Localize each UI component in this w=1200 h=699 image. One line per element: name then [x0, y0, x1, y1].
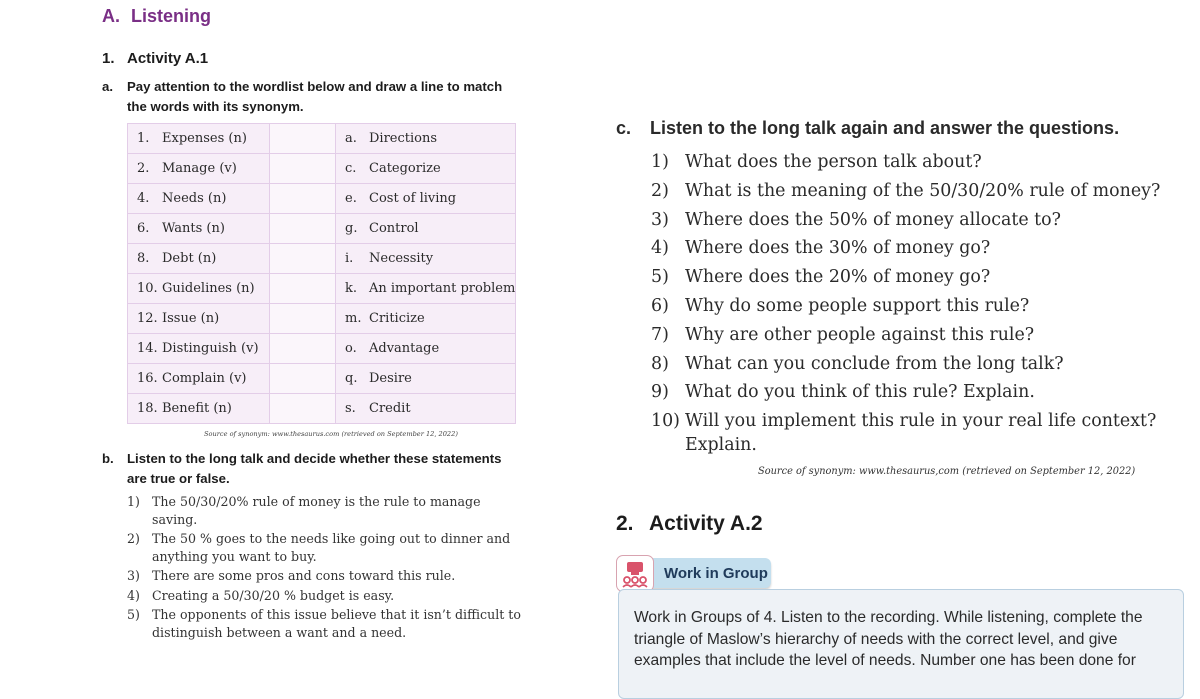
question-number: 8)	[651, 353, 669, 374]
activity-1-heading	[102, 50, 208, 67]
statement-item	[127, 530, 522, 565]
synonym-text: Directions	[369, 131, 438, 146]
word-text: Distinguish (v)	[162, 341, 259, 356]
group-people-icon	[616, 555, 654, 592]
word-text: Complain (v)	[162, 371, 247, 386]
question-text: Where does the 20% of money go?	[685, 267, 991, 288]
word-cell	[128, 304, 270, 334]
word-text: Guidelines (n)	[162, 281, 255, 296]
statement-item	[127, 567, 522, 585]
question-list	[651, 150, 1171, 462]
synonym-text: Credit	[369, 401, 411, 416]
question-number: 1)	[651, 152, 669, 172]
match-gap-cell[interactable]	[270, 154, 336, 184]
part-c-heading	[616, 118, 1119, 139]
part-a-letter: a.	[102, 79, 113, 94]
section-letter: A.	[102, 6, 120, 26]
activity-2-heading	[616, 512, 763, 536]
wordlist-row	[128, 394, 516, 424]
word-cell	[128, 124, 270, 154]
question-number: 6)	[651, 295, 669, 316]
activity-1-title: Activity A.1	[127, 50, 209, 67]
statement-number: 5)	[127, 607, 140, 622]
word-number: 16.	[137, 371, 158, 386]
wordlist-row	[128, 364, 516, 394]
synonym-text: Desire	[369, 371, 412, 386]
question-text: Why are other people against this rule?	[685, 324, 1035, 345]
section-heading	[102, 6, 211, 27]
activity-2-title: Activity A.2	[649, 512, 763, 535]
wordlist-row	[128, 214, 516, 244]
badge-label: Work in Group	[664, 565, 768, 582]
match-gap-cell[interactable]	[270, 244, 336, 274]
synonym-letter: g.	[345, 221, 358, 236]
question-number: 10)	[651, 411, 680, 432]
part-c-letter: c.	[616, 118, 632, 138]
statement-item	[127, 493, 522, 528]
question-text: What does the person talk about?	[685, 152, 982, 172]
synonym-cell	[336, 274, 516, 304]
wordlist-row	[128, 274, 516, 304]
question-item	[651, 409, 1171, 457]
synonym-text: Categorize	[369, 161, 441, 176]
question-number: 7)	[651, 324, 669, 345]
word-number: 2.	[137, 161, 150, 176]
word-cell	[128, 244, 270, 274]
word-text: Wants (n)	[162, 221, 225, 236]
statement-text: The opponents of this issue believe that it isn’t difficult to distinguish between a want and a need.	[152, 607, 521, 640]
wordlist-source: Source of synonym: www.thesaurus.com (retrieved on September 12, 2022)	[204, 430, 458, 438]
word-number: 8.	[137, 251, 150, 266]
synonym-cell	[336, 214, 516, 244]
question-item	[651, 150, 1171, 174]
activity-1-number: 1.	[102, 50, 115, 67]
word-text: Benefit (n)	[162, 401, 232, 416]
question-number: 9)	[651, 382, 669, 403]
synonym-text: Advantage	[369, 341, 440, 356]
question-number: 3)	[651, 209, 669, 230]
synonym-cell	[336, 394, 516, 424]
wordlist-row	[128, 154, 516, 184]
synonym-cell	[336, 154, 516, 184]
statement-number: 3)	[127, 568, 140, 583]
match-gap-cell[interactable]	[270, 364, 336, 394]
statement-number: 2)	[127, 531, 140, 546]
activity-2-number: 2.	[616, 512, 634, 535]
word-number: 6.	[137, 221, 150, 236]
synonym-cell	[336, 334, 516, 364]
question-text: What do you think of this rule? Explain.	[685, 382, 1035, 403]
statement-item	[127, 606, 522, 641]
word-text: Expenses (n)	[162, 131, 247, 146]
synonym-letter: q.	[345, 371, 358, 386]
question-item	[651, 380, 1171, 404]
synonym-cell	[336, 184, 516, 214]
synonym-letter: o.	[345, 341, 357, 356]
word-text: Manage (v)	[162, 161, 237, 176]
question-item	[651, 208, 1171, 232]
question-text: Why do some people support this rule?	[685, 295, 1030, 316]
wordlist-row	[128, 304, 516, 334]
synonym-text: Cost of living	[369, 191, 457, 206]
word-number: 10.	[137, 281, 158, 296]
statement-text: Creating a 50/30/20 % budget is easy.	[152, 587, 395, 603]
match-gap-cell[interactable]	[270, 124, 336, 154]
synonym-letter: a.	[345, 131, 357, 146]
statement-text: There are some pros and cons toward this rule.	[152, 568, 456, 583]
questions-source: Source of synonym: www.thesaurus,com (retrieved on September 12, 2022)	[758, 466, 1136, 477]
question-number: 4)	[651, 238, 669, 259]
word-text: Debt (n)	[162, 251, 217, 266]
question-text: Will you implement this rule in your real life context? Explain.	[685, 411, 1157, 456]
question-item	[651, 179, 1171, 203]
question-number: 2)	[651, 180, 669, 201]
synonym-cell	[336, 364, 516, 394]
question-number: 5)	[651, 267, 669, 288]
statement-number: 1)	[127, 494, 140, 509]
group-instruction-text: Work in Groups of 4. Listen to the recording. While listening, complete the triangle of Maslow’s hierarchy of needs with the correct level, and give examples that include the level of needs. Number one has been done for	[634, 609, 1143, 669]
synonym-letter: m.	[345, 311, 362, 326]
synonym-text: An important problem	[369, 281, 516, 296]
synonym-text: Control	[369, 221, 419, 236]
synonym-text: Necessity	[369, 251, 434, 266]
synonym-cell	[336, 124, 516, 154]
word-cell	[128, 184, 270, 214]
section-title: Listening	[131, 6, 212, 26]
question-text: What can you conclude from the long talk?	[685, 353, 1064, 374]
match-gap-cell[interactable]	[270, 304, 336, 334]
wordlist-row	[128, 244, 516, 274]
word-number: 4.	[137, 191, 150, 206]
question-item	[651, 294, 1171, 318]
statement-item	[127, 587, 522, 605]
word-cell	[128, 364, 270, 394]
word-cell	[128, 214, 270, 244]
statement-text: The 50/30/20% rule of money is the rule to manage saving.	[152, 494, 481, 527]
question-text: Where does the 30% of money go?	[685, 238, 991, 259]
part-b-letter: b.	[102, 451, 114, 466]
statement-list	[127, 493, 522, 643]
part-b-instruction: Listen to the long talk and decide whether these statements are true or false.	[127, 451, 502, 486]
question-text: What is the meaning of the 50/30/20% rule of money?	[685, 180, 1161, 201]
word-number: 14.	[137, 341, 158, 356]
question-text: Where does the 50% of money allocate to?	[685, 209, 1061, 230]
word-cell	[128, 154, 270, 184]
word-cell	[128, 334, 270, 364]
word-number: 12.	[137, 311, 158, 326]
word-number: 18.	[137, 401, 158, 416]
question-item	[651, 352, 1171, 376]
wordlist-row	[128, 184, 516, 214]
part-a-instruction: Pay attention to the wordlist below and draw a line to match the words with its synonym.	[127, 79, 503, 114]
wordlist-row	[128, 334, 516, 364]
match-gap-cell[interactable]	[270, 334, 336, 364]
match-gap-cell[interactable]	[270, 184, 336, 214]
synonym-letter: i.	[345, 251, 354, 266]
statement-text: The 50 % goes to the needs like going out to dinner and anything you want to buy.	[152, 531, 511, 564]
group-instruction-box	[618, 589, 1184, 699]
synonym-letter: s.	[345, 401, 356, 416]
synonym-cell	[336, 244, 516, 274]
work-in-group-badge	[616, 555, 771, 592]
synonym-text: Criticize	[369, 311, 425, 326]
wordlist-table	[127, 123, 516, 424]
part-a-instruction-block	[102, 77, 507, 117]
word-cell	[128, 394, 270, 424]
synonym-cell	[336, 304, 516, 334]
part-c-instruction: Listen to the long talk again and answer the questions.	[650, 118, 1120, 138]
synonym-letter: k.	[345, 281, 358, 296]
wordlist-row	[128, 124, 516, 154]
question-item	[651, 323, 1171, 347]
question-item	[651, 265, 1171, 289]
word-text: Issue (n)	[162, 311, 220, 326]
question-item	[651, 236, 1171, 260]
match-gap-cell[interactable]	[270, 274, 336, 304]
match-gap-cell[interactable]	[270, 214, 336, 244]
word-text: Needs (n)	[162, 191, 227, 206]
word-number: 1.	[137, 131, 150, 146]
synonym-letter: e.	[345, 191, 357, 206]
part-b-instruction-block	[102, 449, 507, 489]
word-cell	[128, 274, 270, 304]
match-gap-cell[interactable]	[270, 394, 336, 424]
statement-number: 4)	[127, 587, 140, 603]
synonym-letter: c.	[345, 161, 357, 176]
